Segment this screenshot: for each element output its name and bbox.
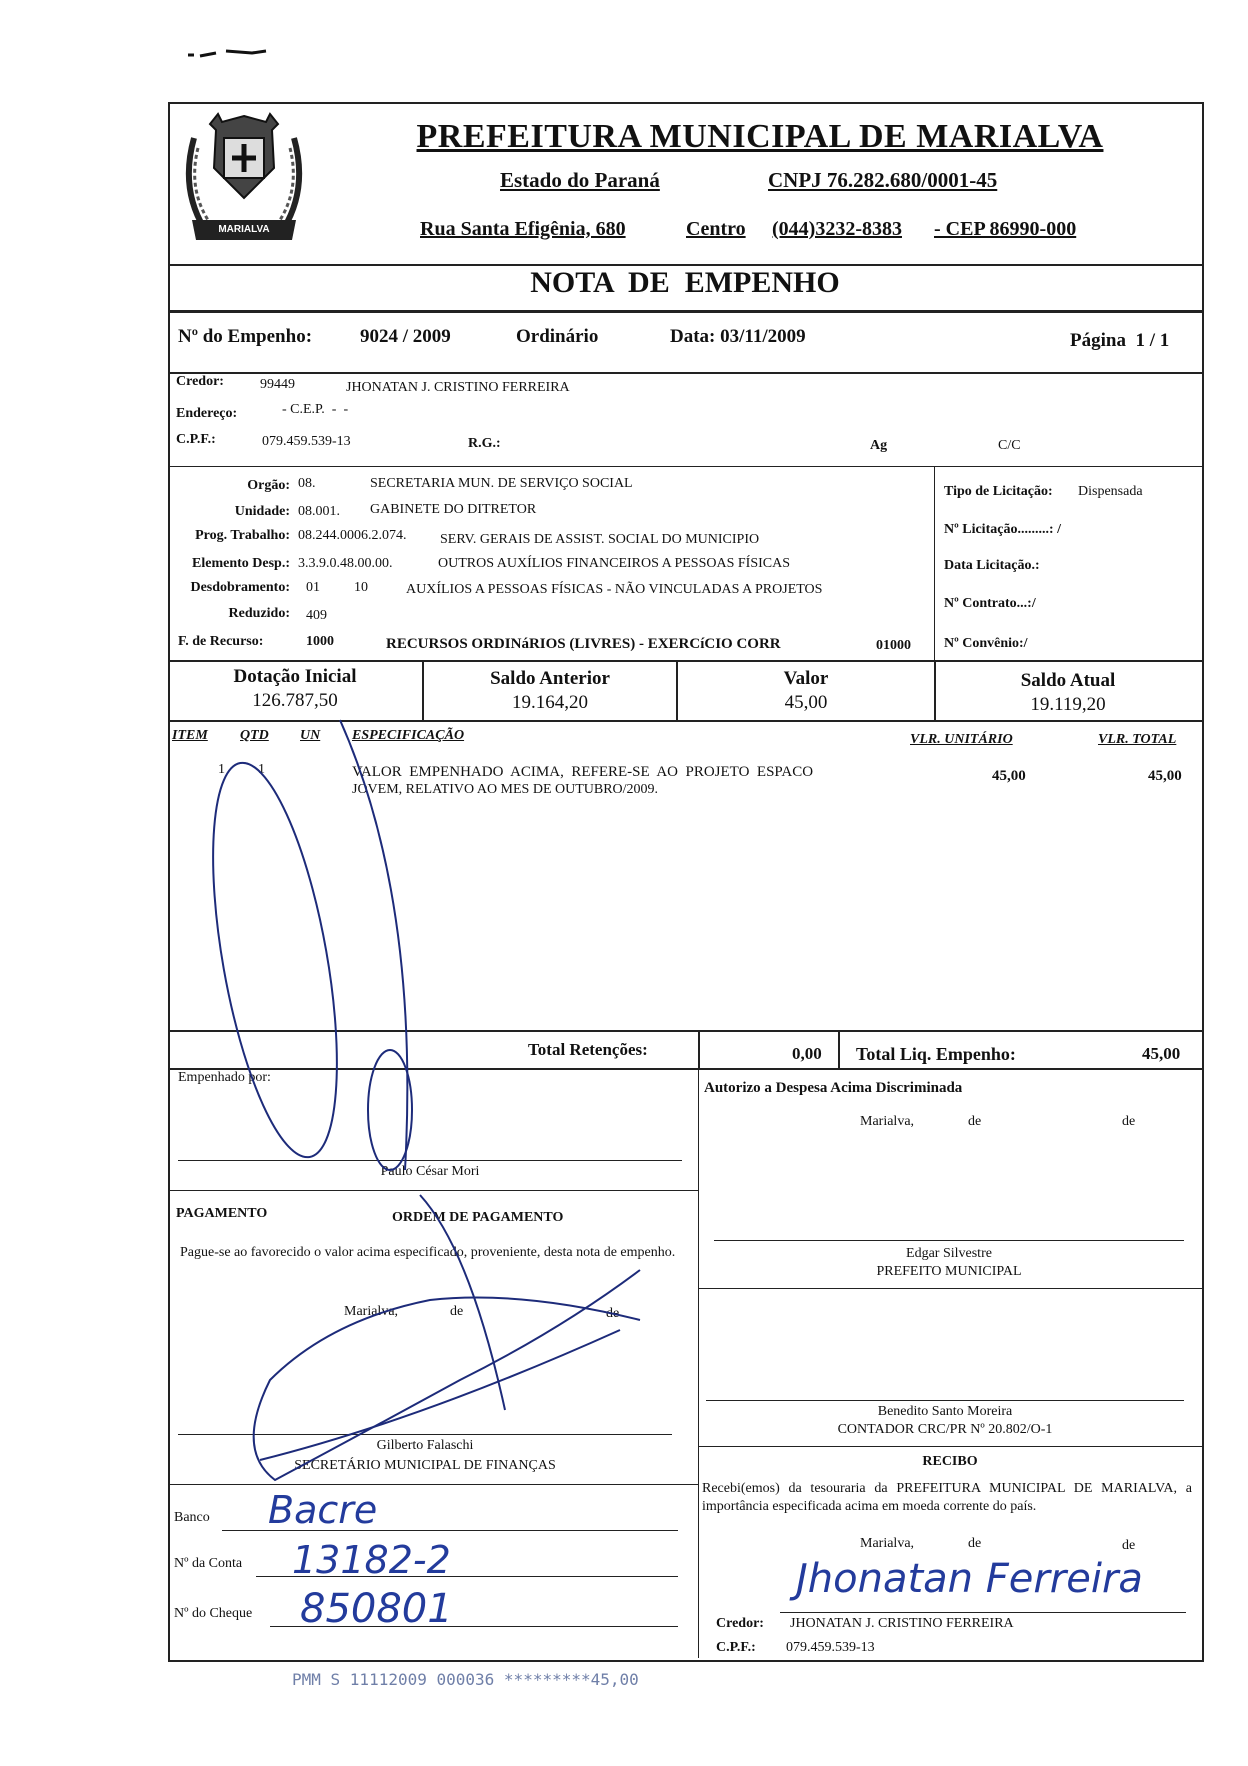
recurso-label: F. de Recurso: (178, 634, 264, 649)
pagamento-label: PAGAMENTO (176, 1206, 268, 1221)
seal-banner-text: MARIALVA (218, 224, 270, 235)
banco-value[interactable]: Bacre (268, 1488, 378, 1532)
retencoes-label: Total Retenções: (528, 1040, 648, 1059)
autorizo-de2: de (1122, 1114, 1136, 1129)
header-cnpj: CNPJ 76.282.680/0001-45 (768, 168, 998, 192)
autorizo-de1: de (968, 1114, 982, 1129)
desdob-label: Desdobramento: (190, 580, 290, 595)
row-spec-line1: VALOR EMPENHADO ACIMA, REFERE-SE AO PROJETO ESPACO (352, 764, 814, 780)
recurso-name: RECURSOS ORDINáRIOS (LIVRES) - EXERCíCIO CORR (386, 636, 781, 652)
saldo-anterior-label: Saldo Anterior (490, 668, 610, 689)
cc-label: C/C (998, 438, 1021, 453)
credor-code: 99449 (260, 377, 295, 392)
col-un: UN (300, 728, 321, 743)
row-unit: 45,00 (992, 768, 1026, 784)
recibo-de2: de (1122, 1538, 1136, 1553)
licitacao-convenio: Nº Convênio:/ (944, 636, 1028, 651)
pagamento-de1: de (450, 1304, 464, 1319)
licitacao-numero: Nº Licitação.........: / (944, 522, 1061, 537)
ordem-label: ORDEM DE PAGAMENTO (392, 1210, 564, 1225)
unidade-label: Unidade: (234, 504, 290, 519)
prefeito-title: PREFEITO MUNICIPAL (876, 1264, 1022, 1279)
doc-title: NOTA DE EMPENHO (530, 266, 840, 299)
header-phone: (044)3232-8383 (772, 218, 902, 240)
unidade-code: 08.001. (298, 504, 340, 519)
orgao-label: Orgão: (247, 478, 290, 493)
header-title: PREFEITURA MUNICIPAL DE MARIALVA (416, 118, 1104, 155)
empenho-page: Página 1 / 1 (1070, 330, 1170, 351)
elemento-name: OUTROS AUXÍLIOS FINANCEIROS A PESSOAS FÍSICAS (438, 556, 791, 571)
rg-label: R.G.: (468, 436, 501, 451)
empenhado-label: Empenhado por: (178, 1070, 271, 1085)
col-item: ITEM (172, 728, 208, 743)
dotacao-label: Dotação Inicial (233, 666, 357, 687)
orgao-code: 08. (298, 476, 316, 491)
address-label: Endereço: (176, 406, 238, 421)
recibo-marialva: Marialva, (860, 1536, 915, 1551)
retencoes-value: 0,00 (792, 1044, 822, 1063)
contador-name: Benedito Santo Moreira (877, 1404, 1013, 1419)
empenho-number-label: Nº do Empenho: (178, 326, 313, 347)
elemento-label: Elemento Desp.: (192, 556, 290, 571)
recibo-label: RECIBO (922, 1454, 978, 1469)
prog-name: SERV. GERAIS DE ASSIST. SOCIAL DO MUNICIPIO (440, 532, 760, 547)
prefeito-name: Edgar Silvestre (906, 1246, 992, 1261)
reduzido-value: 409 (306, 608, 327, 623)
secretario-name: Gilberto Falaschi (376, 1438, 474, 1453)
empenho-date: Data: 03/11/2009 (670, 326, 806, 347)
cpf-label: C.P.F.: (176, 432, 216, 447)
header-street: Rua Santa Efigênia, 680 (420, 218, 626, 240)
scan-mark (186, 46, 276, 54)
recibo-signature: Jhonatan Ferreira (796, 1556, 1143, 1602)
credor-label: Credor: (176, 374, 224, 389)
row-qtd: 1 (258, 762, 265, 777)
licitacao-tipo-label: Tipo de Licitação: (944, 484, 1053, 499)
recibo-cpf-label: C.P.F.: (716, 1640, 756, 1655)
contador-title: CONTADOR CRC/PR Nº 20.802/O-1 (837, 1422, 1053, 1437)
saldo-atual-value: 19.119,20 (1030, 694, 1106, 715)
autorizo-label: Autorizo a Despesa Acima Discriminada (704, 1080, 963, 1096)
liquido-label: Total Liq. Empenho: (856, 1044, 1016, 1064)
secretario-title: SECRETÁRIO MUNICIPAL DE FINANÇAS (294, 1458, 556, 1473)
col-especificacao: ESPECIFICAÇÃO (352, 728, 465, 743)
valor-label: Valor (783, 668, 829, 689)
row-spec-line2: JOVEM, RELATIVO AO MES DE OUTUBRO/2009. (352, 782, 659, 797)
liquido-value: 45,00 (1142, 1044, 1181, 1063)
empenho-type: Ordinário (516, 326, 599, 347)
recibo-credor-label: Credor: (716, 1616, 764, 1631)
pagamento-marialva: Marialva, (344, 1304, 399, 1319)
licitacao-data: Data Licitação.: (944, 558, 1040, 573)
col-vlr-total: VLR. TOTAL (1098, 732, 1177, 747)
empenho-number: 9024 / 2009 (360, 326, 451, 347)
cpf-value: 079.459.539-13 (262, 434, 351, 449)
recibo-credor-name: JHONATAN J. CRISTINO FERREIRA (790, 1616, 1014, 1631)
credor-name: JHONATAN J. CRISTINO FERREIRA (346, 380, 570, 395)
desdob-a: 01 (306, 580, 320, 595)
valor-value: 45,00 (784, 692, 828, 713)
cheque-value[interactable]: 850801 (300, 1586, 453, 1632)
desdob-name: AUXÍLIOS A PESSOAS FÍSICAS - NÃO VINCULADAS A PROJETOS (406, 582, 823, 597)
prog-label: Prog. Trabalho: (195, 528, 290, 543)
address-value: - C.E.P. - - (282, 402, 349, 417)
saldo-atual-label: Saldo Atual (1020, 670, 1116, 691)
header-state: Estado do Paraná (500, 168, 660, 192)
header-cep: - CEP 86990-000 (934, 218, 1077, 240)
ag-label: Ag (870, 438, 888, 453)
saldo-anterior-value: 19.164,20 (512, 692, 588, 713)
recibo-text: Recebi(emos) da tesouraria da PREFEITURA MUNICIPAL DE MARIALVA, a importância especificada acima em moeda corrente do país. (702, 1481, 1192, 1514)
autorizo-marialva: Marialva, (860, 1114, 915, 1129)
col-vlr-unitario: VLR. UNITÁRIO (910, 732, 1013, 747)
row-total: 45,00 (1148, 768, 1182, 784)
pagamento-de2: de (606, 1306, 620, 1321)
reduzido-label: Reduzido: (228, 606, 290, 621)
recibo-de1: de (968, 1536, 982, 1551)
recibo-cpf-value: 079.459.539-13 (786, 1640, 875, 1655)
payment-stamp: PMM S 11112009 000036 *********45,00 (292, 1670, 639, 1689)
desdob-b: 10 (354, 580, 368, 595)
orgao-name: SECRETARIA MUN. DE SERVIÇO SOCIAL (370, 476, 633, 491)
empenhado-name: Paulo César Mori (380, 1164, 480, 1179)
col-qtd: QTD (240, 728, 269, 743)
banco-label: Banco (174, 1510, 210, 1525)
recurso-num: 01000 (876, 638, 911, 653)
conta-label: Nº da Conta (174, 1556, 243, 1571)
elemento-code: 3.3.9.0.48.00.00. (298, 556, 393, 571)
licitacao-contrato: Nº Contrato...:/ (944, 596, 1036, 611)
unidade-name: GABINETE DO DITRETOR (370, 502, 537, 517)
cheque-label: Nº do Cheque (174, 1606, 253, 1621)
prog-code: 08.244.0006.2.074. (298, 528, 407, 543)
dotacao-value: 126.787,50 (252, 690, 338, 711)
row-item: 1 (218, 762, 225, 777)
pagamento-text: Pague-se ao favorecido o valor acima especificado, proveniente, desta nota de empenho. (180, 1245, 676, 1260)
conta-value[interactable]: 13182-2 (292, 1538, 451, 1582)
licitacao-tipo: Dispensada (1078, 484, 1143, 499)
recurso-code: 1000 (306, 634, 334, 649)
header-district: Centro (686, 218, 746, 240)
